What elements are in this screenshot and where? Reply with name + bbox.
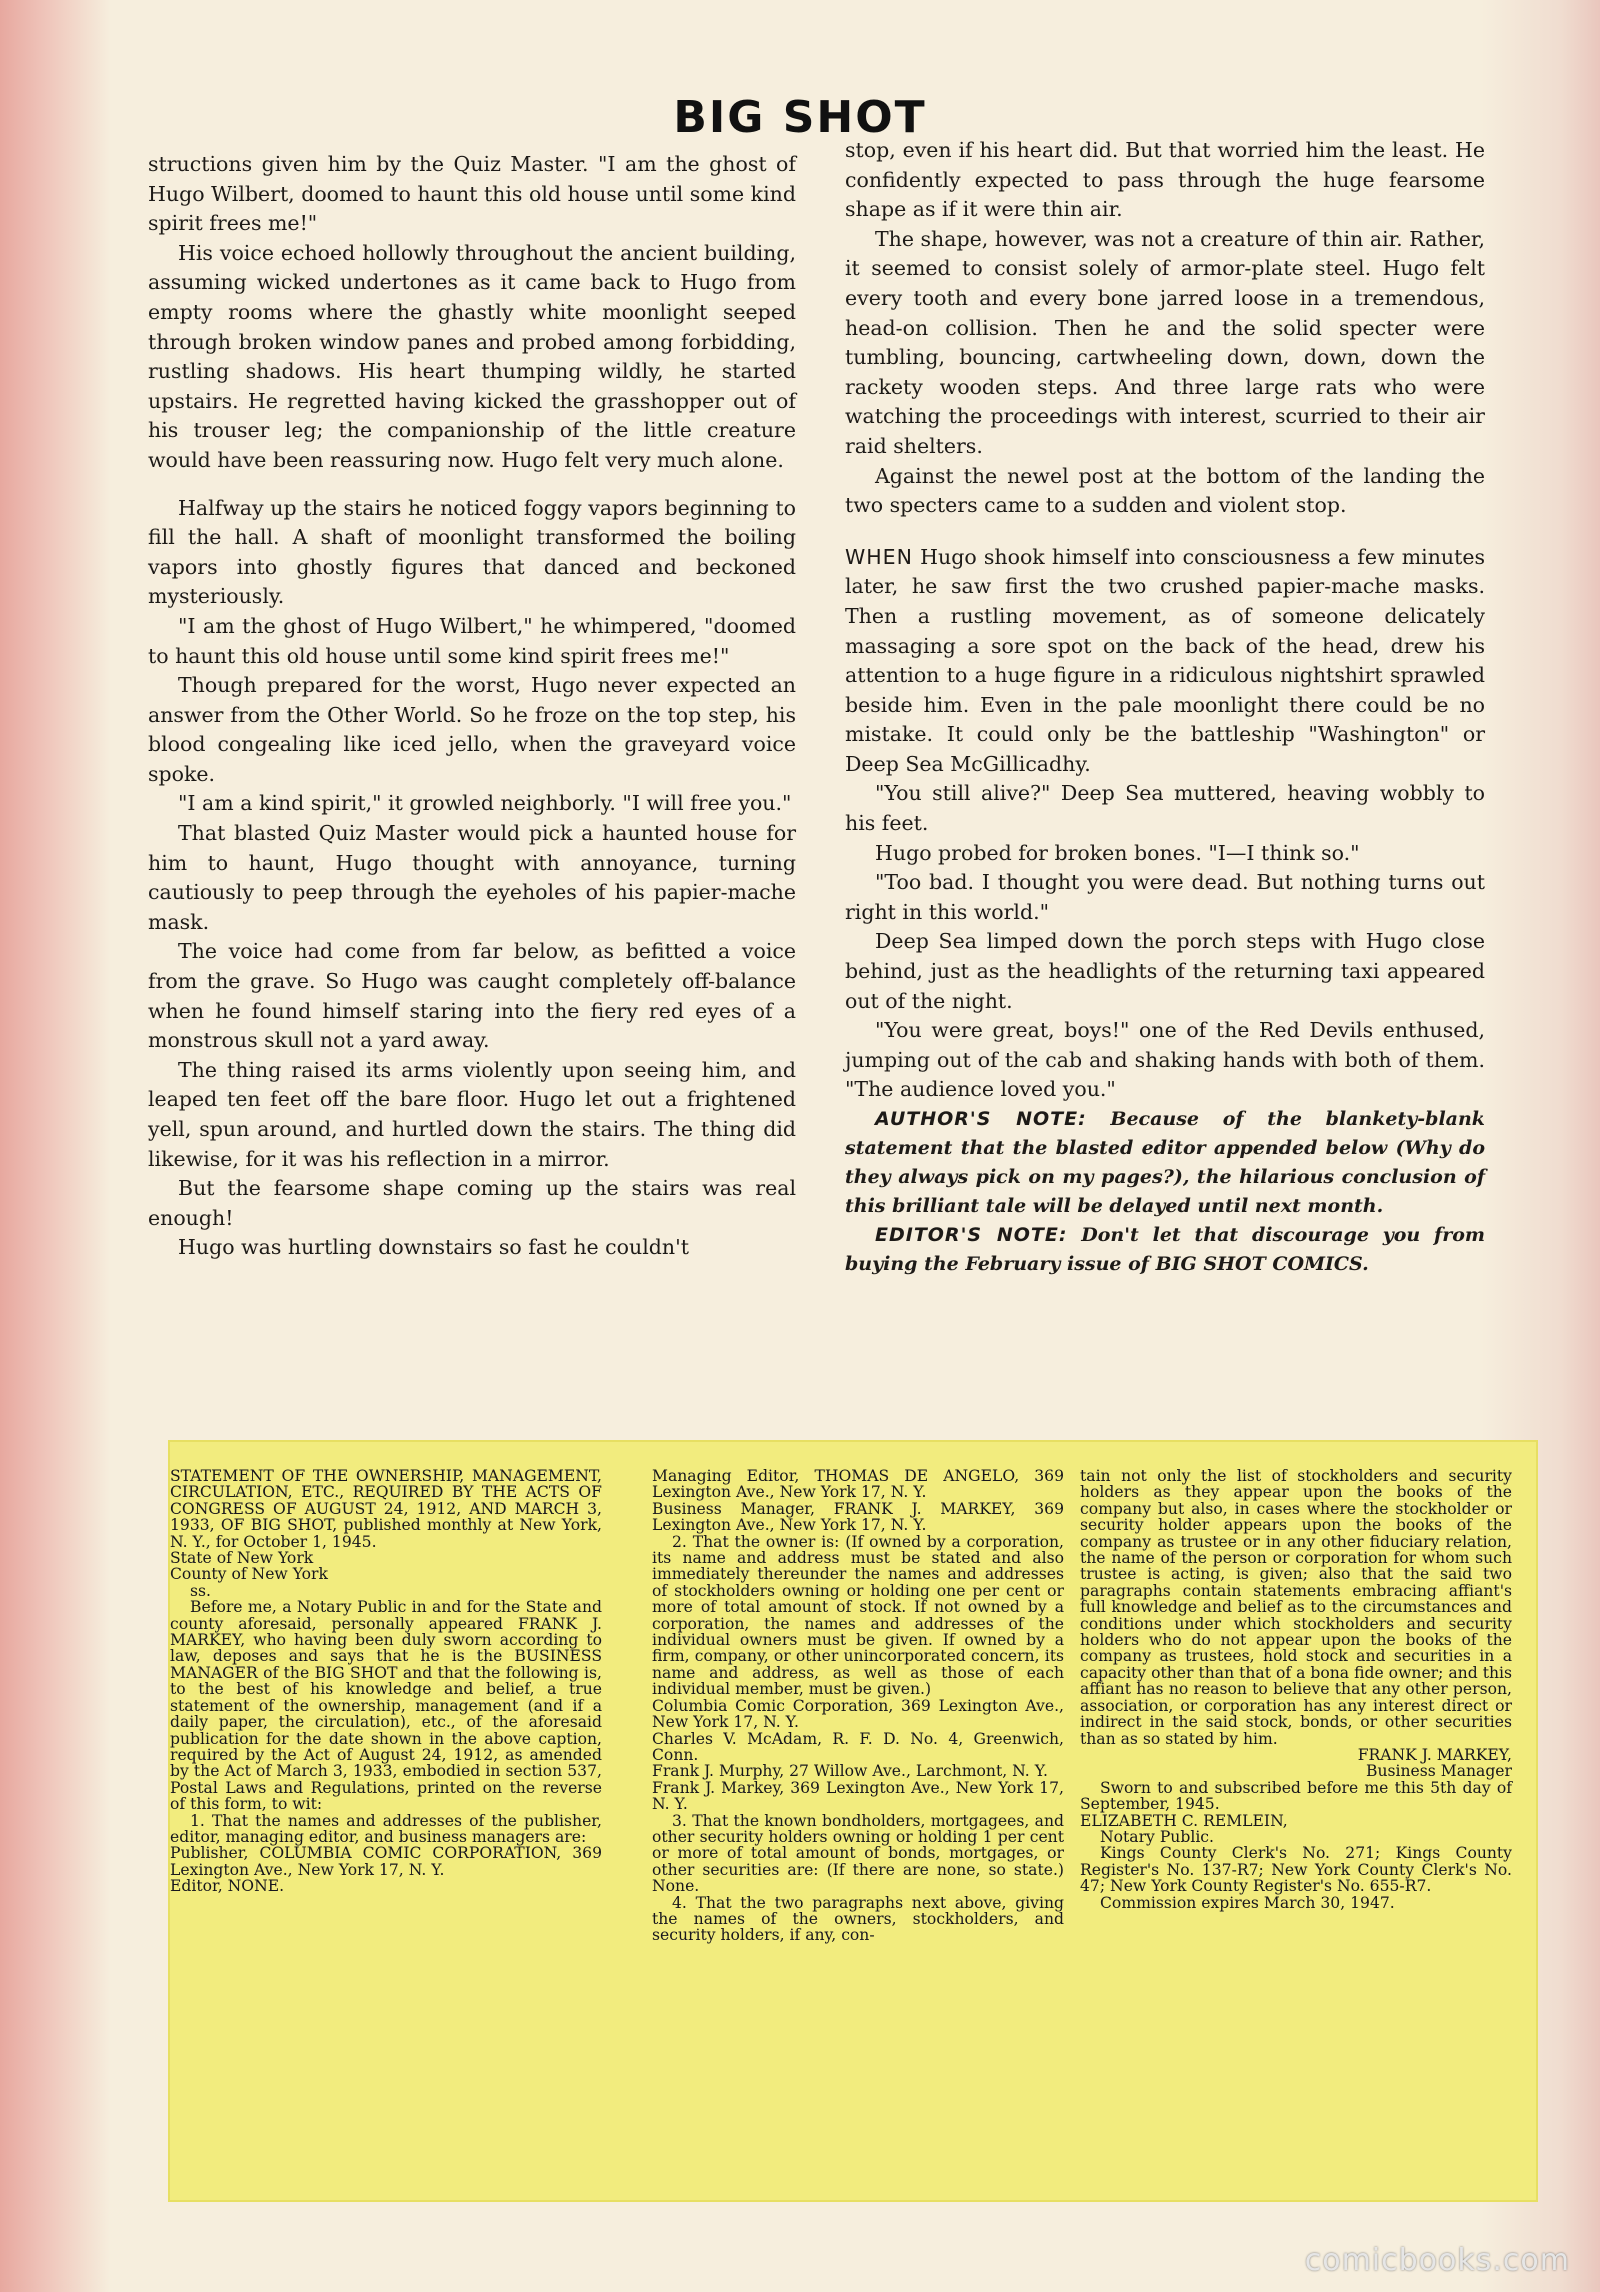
statement-line: Sworn to and subscribed before me this 5th day of September, 1945. [1080,1778,1512,1814]
section-lead-text: Hugo shook himself into consciousness a few minutes later, he saw first the two crushed papier-mache masks. Then a rustling movement, as of someone delicately massaging a sore spot on the back of the head, drew his attention to a huge figure in a ridiculous nightshirt sprawled beside him. Even in the pale moonlight there could be no mistake. It could only be the battleship "Washington" or Deep Sea McGillicadhy. [845,544,1485,776]
statement-line: Commission expires March 30, 1947. [1100,1893,1395,1912]
statement-heading: STATEMENT OF THE OWNERSHIP, MANAGEMENT, CIRCULATION, ETC., REQUIRED BY THE ACTS OF CONGRESS OF AUGUST 24, 1912, AND MARCH 3, 1933, OF BIG SHOT, published monthly at New York, N. Y., for October 1, 1945. [170,1467,602,1551]
statement-paragraph: 1. That the names and addresses of the publisher, editor, managing editor, and business managers are: [170,1811,602,1846]
statement-paragraph: 3. That the known bondholders, mortgagees, and other security holders owning or holding 1 per cent or more of total amount of bonds, mortgages, or other securities are: (If there are none, so state.) None. [652,1811,1064,1896]
statement-line: Editor, NONE. [170,1877,285,1896]
story-paragraph: "I am the ghost of Hugo Wilbert," he whimpered, "doomed to haunt this old house until some kind spirit frees me!" [148,613,796,668]
story-paragraph: Deep Sea limped down the porch steps with Hugo close behind, just as the headlights of the returning taxi appeared out of the night. [845,929,1485,1013]
story-paragraph: The shape, however, was not a creature of thin air. Rather, it seemed to consist solely of armor-plate steel. Hugo felt every tooth and every bone jarred loose in a tremendous, head-on collision. Then he and the solid specter were tumbling, bouncing, cartwheeling down, down, down the rackety wooden steps. And three large rats who were watching the proceedings with interest, scurried to their air raid shelters. [845,226,1485,458]
story-paragraph: Halfway up the stairs he noticed foggy vapors beginning to fill the hall. A shaft of moonlight transformed the boiling vapors into ghostly figures that danced and beckoned mysteriously. [148,495,796,609]
story-paragraph-section-start [845,543,1485,780]
story-right-column [845,136,1485,1279]
page-masthead: BIG SHOT [673,92,927,143]
statement-signature-title: Business Manager [1366,1762,1512,1781]
statement-paragraph: tain not only the list of stockholders and security holders as they appear upon the books of the company but also, in cases where the stockholder or security holder appears upon the books of the company as trustee or in any other fiduciary relation, the name of the person or corporation for whom such trustee is acting, is given; also that the said two paragraphs contain statements embracing affiant's full knowledge and belief as to the circumstances and conditions under which stockholders and security holders who do not appear upon the books of the company as trustees, hold stock and securities in a capacity other than that of a bona fide owner; and this affiant has no reason to believe that any other person, association, or corporation has any interest direct or indirect in the said stock, bonds, or other securities than as so stated by him. [1080,1467,1512,1748]
statement-signature: FRANK J. MARKEY, [1357,1745,1512,1764]
site-watermark: comicbooks.com [1304,2243,1570,2278]
story-paragraph: structions given him by the Quiz Master. "I am the ghost of Hugo Wilbert, doomed to haunt this old house until some kind spirit frees me!" [148,152,796,236]
statement-paragraph: Before me, a Notary Public in and for the State and county aforesaid, personally appeared FRANK J. MARKEY, who having been duly sworn according to law, deposes and says that he is the BUSINESS MANAGER of the BIG SHOT and that the following is, to the best of his knowledge and belief, a true statement of the ownership, management (and if a daily paper, the circulation), etc., of the aforesaid publication for the date shown in the above caption, required by the Act of August 24, 1912, as amended by the Act of March 3, 1933, embodied in section 537, Postal Laws and Regulations, printed on the reverse of this form, to wit: [170,1598,602,1814]
statement-column-2 [652,1468,1064,1944]
story-paragraph: Hugo was hurtling downstairs so fast he couldn't [178,1235,689,1260]
statement-line: Notary Public. [1100,1827,1214,1846]
statement-column-3 [1080,1468,1512,1911]
story-paragraph: "You were great, boys!" one of the Red Devils enthused, jumping out of the cab and shaking hands with both of them. "The audience loved you." [845,1018,1485,1102]
ownership-statement-box [168,1440,1538,2202]
story-paragraph: "You still alive?" Deep Sea muttered, heaving wobbly to his feet. [845,781,1485,836]
story-paragraph: "Too bad. I thought you were dead. But nothing turns out right in this world." [845,870,1485,924]
story-paragraph: stop, even if his heart did. But that worried him the least. He confidently expected to pass through the huge fearsome shape as if it were thin air. [845,138,1485,222]
author-note-body: Because of the blankety-blank statement that the blasted editor appended below (Why do they always pick on my pages?), the hilarious conclusion of this brilliant tale will be delayed until next month. [845,1108,1485,1217]
story-paragraph: "I am a kind spirit," it growled neighborly. "I will free you." [178,791,792,816]
story-paragraph: Hugo probed for broken bones. "I—I think so." [875,840,1360,865]
statement-line: Charles V. McAdam, R. F. D. No. 4, Greenwich, Conn. [652,1729,1064,1764]
story-paragraph: His voice echoed hollowly throughout the ancient building, assuming wicked undertones as it came back to Hugo from empty rooms where the ghastly white moonlight seeped through broken window panes and probed among forbidding, rustling shadows. His heart thumping wildly, he started upstairs. He regretted having kicked the grasshopper out of his trouser leg; the companionship of the little creature would have been reassuring now. Hugo felt very much alone. [148,240,796,472]
story-paragraph: But the fearsome shape coming up the stairs was real enough! [148,1176,796,1230]
statement-line: Frank J. Murphy, 27 Willow Ave., Larchmont, N. Y. [652,1762,1048,1781]
story-paragraph: The thing raised its arms violently upon seeing him, and leaped ten feet off the bare floor. Hugo let out a frightened yell, spun around, and hurtled down the stairs. The thing did likewise, for it was his reflection in a mirror. [148,1057,796,1171]
story-paragraph: Against the newel post at the bottom of the landing the two specters came to a sudden and violent stop. [845,463,1485,518]
statement-line: State of New York [170,1549,314,1568]
story-left-column [148,150,796,1263]
story-paragraph: The voice had come from far below, as befitted a voice from the grave. So Hugo was caught completely off-balance when he found himself staring into the fiery red eyes of a monstrous skull not a yard away. [148,939,796,1053]
statement-paragraph: 2. That the owner is: (If owned by a corporation, its name and address must be stated and also immediately thereunder the names and addresses of stockholders owning or holding one per cent or more of total amount of stock. If not owned by a corporation, the names and addresses of the individual owners must be given. If owned by a firm, company, or other unincorporated concern, its name and address, as well as those of each individual member, must be given.) [652,1532,1064,1699]
statement-column-1 [170,1468,602,1895]
author-note [845,1105,1485,1221]
editor-note-label: EDITOR'S NOTE: [875,1224,1068,1246]
statement-line: ss. [190,1581,211,1600]
story-paragraph: That blasted Quiz Master would pick a haunted house for him to haunt, Hugo thought with annoyance, turning cautiously to peep through the eyeholes of his papier-mache mask. [148,821,796,934]
statement-paragraph: 4. That the two paragraphs next above, giving the names of the owners, stockholders, and security holders, if any, con- [652,1893,1064,1945]
author-note-label: AUTHOR'S NOTE: [875,1108,1087,1130]
editor-note [845,1221,1485,1279]
editor-note-body: Don't let that discourage you from buying the February issue of BIG SHOT COMICS. [845,1224,1485,1275]
section-lead-word: WHEN [845,544,913,569]
statement-line: Business Manager, FRANK J. MARKEY, 369 Lexington Ave., New York 17, N. Y. [652,1499,1064,1535]
statement-line: Managing Editor, THOMAS DE ANGELO, 369 Lexington Ave., New York 17, N. Y. [652,1467,1064,1502]
statement-line: Columbia Comic Corporation, 369 Lexington Ave., New York 17, N. Y. [652,1696,1064,1732]
story-paragraph: Though prepared for the worst, Hugo never expected an answer from the Other World. So he froze on the top step, his blood congealing like iced jello, when the graveyard voice spoke. [148,673,796,786]
statement-line: Kings County Clerk's No. 271; Kings County Register's No. 137-R7; New York County Clerk's No. 47; New York County Register's No. 655-R7. [1080,1844,1512,1896]
statement-line: ELIZABETH C. REMLEIN, [1080,1811,1288,1830]
statement-paragraph: Publisher, COLUMBIA COMIC CORPORATION, 369 Lexington Ave., New York 17, N. Y. [170,1844,602,1879]
statement-line: Frank J. Markey, 369 Lexington Ave., New York 17, N. Y. [652,1778,1064,1814]
statement-line: County of New York [170,1565,328,1584]
